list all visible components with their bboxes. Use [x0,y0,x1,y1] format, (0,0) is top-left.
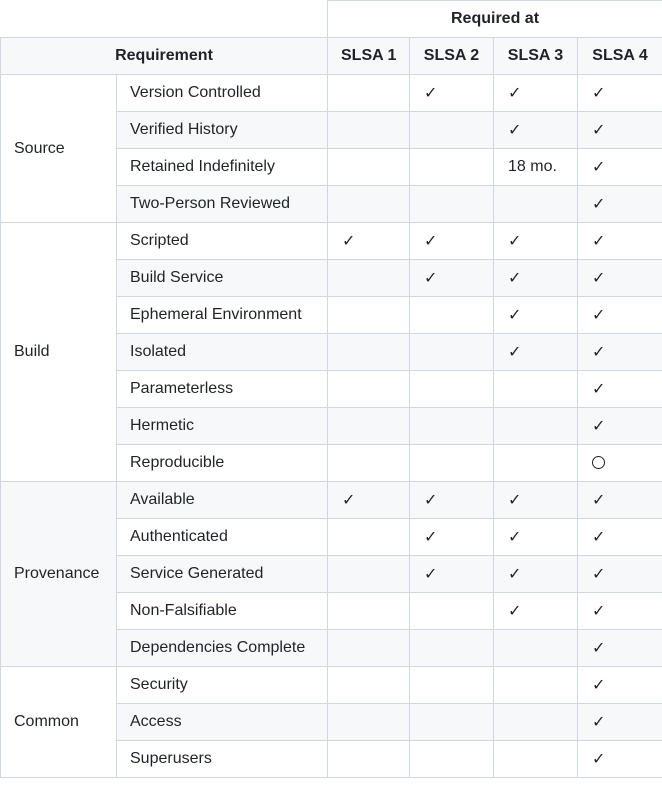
check-icon: ✓ [592,712,606,731]
level-cell-slsa-2 [410,186,494,223]
level-cell-slsa-4 [578,482,662,519]
requirement-cell: Version Controlled [117,75,328,112]
level-cell-slsa-1 [328,223,410,260]
check-icon: ✓ [342,490,356,509]
level-cell-slsa-1 [328,445,410,482]
requirement-cell: Security [117,667,328,704]
level-cell-slsa-2 [410,223,494,260]
level-cell-slsa-4 [578,186,662,223]
check-icon: ✓ [508,527,522,546]
check-icon: ✓ [508,342,522,361]
level-cell-slsa-4 [578,371,662,408]
level-cell-slsa-1 [328,482,410,519]
level-cell-slsa-3 [494,445,578,482]
level-cell-slsa-3 [494,593,578,630]
requirement-header: Requirement [1,38,328,75]
level-cell-slsa-2 [410,445,494,482]
level-cell-slsa-1 [328,630,410,667]
level-cell-slsa-4 [578,630,662,667]
table-row [1,482,662,519]
requirement-cell: Parameterless [117,371,328,408]
required-at-header: Required at [328,1,662,38]
level-cell-slsa-1 [328,297,410,334]
level-cell-slsa-3 [494,260,578,297]
level-cell-slsa-2 [410,593,494,630]
check-icon: ✓ [592,268,606,287]
check-icon: ✓ [592,675,606,694]
level-cell-slsa-1 [328,149,410,186]
check-icon: ✓ [508,231,522,250]
level-cell-slsa-2 [410,741,494,778]
requirement-cell: Hermetic [117,408,328,445]
check-icon: ✓ [424,564,438,583]
level-cell-slsa-3 [494,519,578,556]
requirement-cell: Isolated [117,334,328,371]
level-cell-slsa-4 [578,445,662,482]
level-cell-slsa-1 [328,186,410,223]
table-row [1,223,662,260]
level-cell-slsa-1 [328,667,410,704]
level-cell-slsa-2 [410,371,494,408]
level-cell-slsa-1 [328,371,410,408]
check-icon: ✓ [592,527,606,546]
check-icon: ✓ [342,231,356,250]
level-cell-slsa-2 [410,630,494,667]
check-icon: ✓ [508,268,522,287]
check-icon: ✓ [508,83,522,102]
check-icon: ✓ [592,490,606,509]
level-cell-slsa-2 [410,482,494,519]
level-cell-slsa-2 [410,260,494,297]
level-cell-slsa-2 [410,334,494,371]
level-cell-slsa-3 [494,704,578,741]
check-icon: ✓ [508,490,522,509]
level-cell-slsa-4 [578,334,662,371]
level-header-slsa-1: SLSA 1 [328,38,410,75]
requirement-cell: Reproducible [117,445,328,482]
level-cell-slsa-2 [410,667,494,704]
table-body [1,75,662,778]
level-cell-slsa-4 [578,297,662,334]
level-cell-slsa-1 [328,519,410,556]
level-cell-slsa-2 [410,297,494,334]
level-cell-slsa-3 [494,334,578,371]
category-cell-common: Common [1,667,117,778]
level-cell-slsa-2 [410,556,494,593]
level-cell-slsa-4 [578,741,662,778]
requirement-cell: Dependencies Complete [117,630,328,667]
category-cell-build: Build [1,223,117,482]
level-cell-slsa-1 [328,334,410,371]
table-row [1,75,662,112]
requirement-cell: Two-Person Reviewed [117,186,328,223]
level-cell-slsa-1 [328,260,410,297]
level-cell-slsa-2 [410,112,494,149]
level-cell-slsa-3 [494,75,578,112]
level-cell-slsa-1 [328,704,410,741]
check-icon: ✓ [592,379,606,398]
level-cell-slsa-4 [578,149,662,186]
level-header-slsa-2: SLSA 2 [410,38,494,75]
check-icon: ✓ [592,342,606,361]
level-note: 18 mo. [508,158,557,175]
circle-icon [592,456,605,469]
requirement-cell: Retained Indefinitely [117,149,328,186]
check-icon: ✓ [592,157,606,176]
level-cell-slsa-4 [578,704,662,741]
category-cell-provenance: Provenance [1,482,117,667]
level-cell-slsa-4 [578,667,662,704]
table-row [1,667,662,704]
requirement-cell: Build Service [117,260,328,297]
check-icon: ✓ [424,490,438,509]
check-icon: ✓ [508,120,522,139]
requirement-cell: Access [117,704,328,741]
level-cell-slsa-1 [328,741,410,778]
requirement-cell: Verified History [117,112,328,149]
level-cell-slsa-3 [494,149,578,186]
level-cell-slsa-4 [578,593,662,630]
check-icon: ✓ [592,601,606,620]
check-icon: ✓ [592,194,606,213]
level-cell-slsa-4 [578,260,662,297]
level-cell-slsa-3 [494,630,578,667]
level-cell-slsa-4 [578,112,662,149]
check-icon: ✓ [592,564,606,583]
level-cell-slsa-3 [494,223,578,260]
check-icon: ✓ [592,305,606,324]
check-icon: ✓ [592,83,606,102]
check-icon: ✓ [508,601,522,620]
check-icon: ✓ [592,120,606,139]
check-icon: ✓ [508,564,522,583]
requirement-cell: Superusers [117,741,328,778]
level-cell-slsa-2 [410,519,494,556]
level-cell-slsa-3 [494,371,578,408]
check-icon: ✓ [592,638,606,657]
level-cell-slsa-3 [494,556,578,593]
requirement-cell: Service Generated [117,556,328,593]
requirement-cell: Non-Falsifiable [117,593,328,630]
level-cell-slsa-2 [410,149,494,186]
requirement-cell: Authenticated [117,519,328,556]
level-cell-slsa-1 [328,112,410,149]
check-icon: ✓ [424,83,438,102]
level-cell-slsa-4 [578,556,662,593]
check-icon: ✓ [424,268,438,287]
level-cell-slsa-2 [410,704,494,741]
level-header-slsa-3: SLSA 3 [494,38,578,75]
level-cell-slsa-3 [494,741,578,778]
level-cell-slsa-4 [578,75,662,112]
check-icon: ✓ [508,305,522,324]
level-cell-slsa-1 [328,556,410,593]
level-cell-slsa-2 [410,75,494,112]
level-cell-slsa-3 [494,112,578,149]
requirement-cell: Scripted [117,223,328,260]
level-header-slsa-4: SLSA 4 [578,38,662,75]
level-cell-slsa-1 [328,408,410,445]
header-blank-cell [1,1,328,38]
requirement-cell: Available [117,482,328,519]
level-cell-slsa-4 [578,519,662,556]
category-cell-source: Source [1,75,117,223]
level-cell-slsa-4 [578,223,662,260]
level-cell-slsa-3 [494,667,578,704]
level-cell-slsa-3 [494,482,578,519]
check-icon: ✓ [424,231,438,250]
level-cell-slsa-4 [578,408,662,445]
check-icon: ✓ [592,416,606,435]
level-cell-slsa-3 [494,408,578,445]
check-icon: ✓ [592,231,606,250]
level-cell-slsa-2 [410,408,494,445]
check-icon: ✓ [424,527,438,546]
requirement-cell: Ephemeral Environment [117,297,328,334]
level-cell-slsa-1 [328,593,410,630]
check-icon: ✓ [592,749,606,768]
level-cell-slsa-3 [494,186,578,223]
level-cell-slsa-3 [494,297,578,334]
level-cell-slsa-1 [328,75,410,112]
